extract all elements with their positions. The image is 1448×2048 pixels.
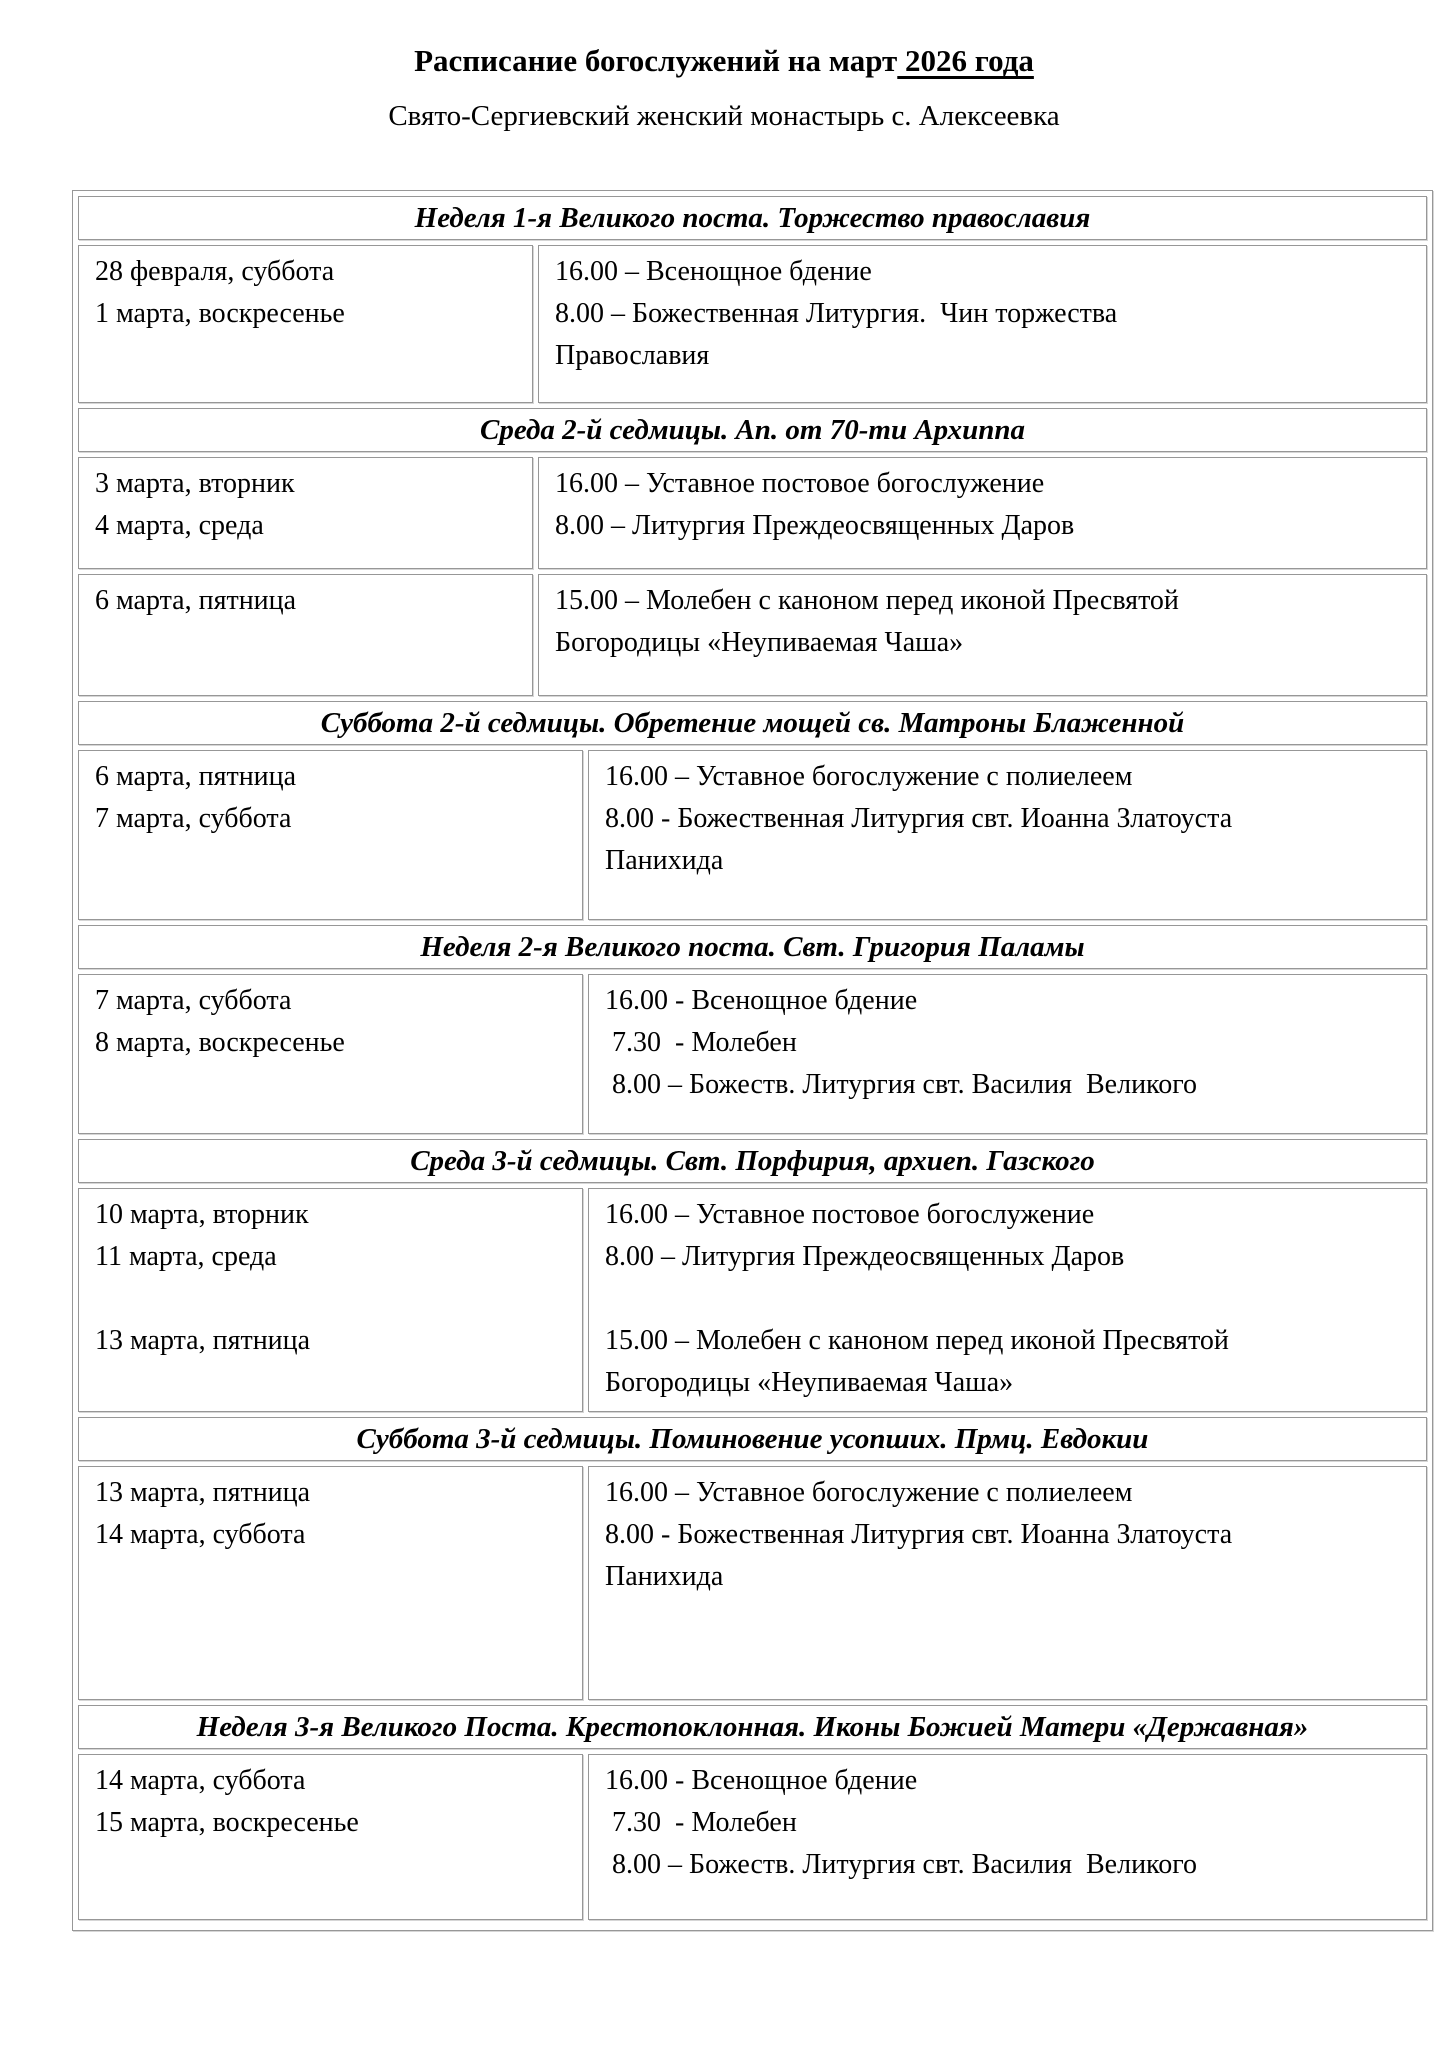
dates-cell	[78, 1188, 583, 1412]
dates-cell	[78, 974, 583, 1134]
service-line: 7.30 - Молебен	[605, 1807, 797, 1838]
service-line: 7.30 - Молебен	[605, 1027, 797, 1058]
service-line: 15.00 – Молебен с каноном перед иконой Пресвятой	[555, 585, 1179, 616]
service-line: 8.00 - Божественная Литургия свт. Иоанна Златоуста	[605, 803, 1233, 834]
service-line: 16.00 - Всенощное бдение	[605, 985, 918, 1016]
page-title	[0, 38, 1448, 84]
schedule-row	[78, 1754, 1427, 1920]
service-line: 16.00 – Уставное постовое богослужение	[605, 1199, 1095, 1230]
service-line	[605, 1278, 1414, 1320]
services-cell	[588, 1466, 1427, 1700]
schedule-row	[78, 1188, 1427, 1412]
services-cell	[588, 1188, 1427, 1412]
date-line: 10 марта, вторник	[95, 1199, 309, 1230]
services-cell	[588, 1754, 1427, 1920]
section-header-cell: Суббота 2-й седмицы. Обретение мощей св. Матроны Блаженной	[78, 701, 1427, 745]
date-line: 3 марта, вторник	[95, 468, 295, 499]
section-header-cell: Неделя 1-я Великого поста. Торжество православия	[78, 196, 1427, 240]
date-line: 14 марта, суббота	[95, 1765, 306, 1796]
page-subtitle: Свято-Сергиевский женский монастырь с. Алексеевка	[388, 100, 1060, 132]
date-line: 7 марта, суббота	[95, 803, 292, 834]
section-header-cell: Суббота 3-й седмицы. Поминовение усопших. Прмц. Евдокии	[78, 1417, 1427, 1461]
section-header-cell: Среда 3-й седмицы. Свт. Порфирия, архиеп. Газского	[78, 1139, 1427, 1183]
schedule-row	[78, 457, 1427, 569]
dates-cell	[78, 574, 533, 696]
service-line: 16.00 – Уставное богослужение с полиелеем	[605, 761, 1133, 792]
schedule-row	[78, 1466, 1427, 1700]
services-cell	[588, 750, 1427, 920]
date-line: 4 марта, среда	[95, 510, 264, 541]
service-line: 16.00 - Всенощное бдение	[605, 1765, 918, 1796]
date-line: 8 марта, воскресенье	[95, 1027, 345, 1058]
date-line: 6 марта, пятница	[95, 761, 297, 792]
services-cell	[588, 974, 1427, 1134]
service-line: Богородицы «Неупиваемая Чаша»	[605, 1367, 1014, 1398]
service-line: 15.00 – Молебен с каноном перед иконой Пресвятой	[605, 1325, 1229, 1356]
date-line	[95, 1278, 570, 1320]
section-header-cell: Среда 2-й седмицы. Ап. от 70-ти Архиппа	[78, 408, 1427, 452]
dates-cell	[78, 245, 533, 403]
date-line: 28 февраля, суббота	[95, 256, 335, 287]
service-line: 16.00 – Всенощное бдение	[555, 256, 872, 287]
service-line: 8.00 - Божественная Литургия свт. Иоанна Златоуста	[605, 1519, 1233, 1550]
service-line: 8.00 – Божеств. Литургия свт. Василия Великого	[605, 1069, 1198, 1100]
date-line: 13 марта, пятница	[95, 1477, 311, 1508]
schedule-table	[72, 190, 1433, 1931]
dates-cell	[78, 457, 533, 569]
dates-cell	[78, 1754, 583, 1920]
dates-cell	[78, 750, 583, 920]
service-line: 8.00 – Литургия Преждеосвященных Даров	[555, 510, 1075, 541]
date-line: 11 марта, среда	[95, 1241, 277, 1272]
service-line: 8.00 – Божественная Литургия. Чин торжества	[555, 298, 1118, 329]
service-line: Панихида	[605, 845, 724, 876]
section-header-cell: Неделя 3-я Великого Поста. Крестопоклонная. Иконы Божией Матери «Державная»	[78, 1705, 1427, 1749]
date-line: 13 марта, пятница	[95, 1325, 311, 1356]
service-line: 8.00 – Литургия Преждеосвященных Даров	[605, 1241, 1125, 1272]
schedule-row	[78, 974, 1427, 1134]
date-line: 7 марта, суббота	[95, 985, 292, 1016]
services-cell	[538, 574, 1427, 696]
section-header-cell: Неделя 2-я Великого поста. Свт. Григория Паламы	[78, 925, 1427, 969]
schedule-row	[78, 574, 1427, 696]
title-underlined-year: 2026 года	[897, 43, 1034, 78]
date-line: 6 марта, пятница	[95, 585, 297, 616]
service-line: Панихида	[605, 1561, 724, 1592]
schedule-row	[78, 245, 1427, 403]
page-title-text: Расписание богослужений на март	[414, 43, 898, 78]
service-line: 16.00 – Уставное богослужение с полиелеем	[605, 1477, 1133, 1508]
dates-cell	[78, 1466, 583, 1700]
date-line: 15 марта, воскресенье	[95, 1807, 359, 1838]
service-line: 8.00 – Божеств. Литургия свт. Василия Великого	[605, 1849, 1198, 1880]
date-line: 1 марта, воскресенье	[95, 298, 345, 329]
service-line: Православия	[555, 340, 710, 371]
services-cell	[538, 245, 1427, 403]
schedule-row	[78, 750, 1427, 920]
services-cell	[538, 457, 1427, 569]
service-line: 16.00 – Уставное постовое богослужение	[555, 468, 1045, 499]
service-line: Богородицы «Неупиваемая Чаша»	[555, 627, 964, 658]
date-line: 14 марта, суббота	[95, 1519, 306, 1550]
